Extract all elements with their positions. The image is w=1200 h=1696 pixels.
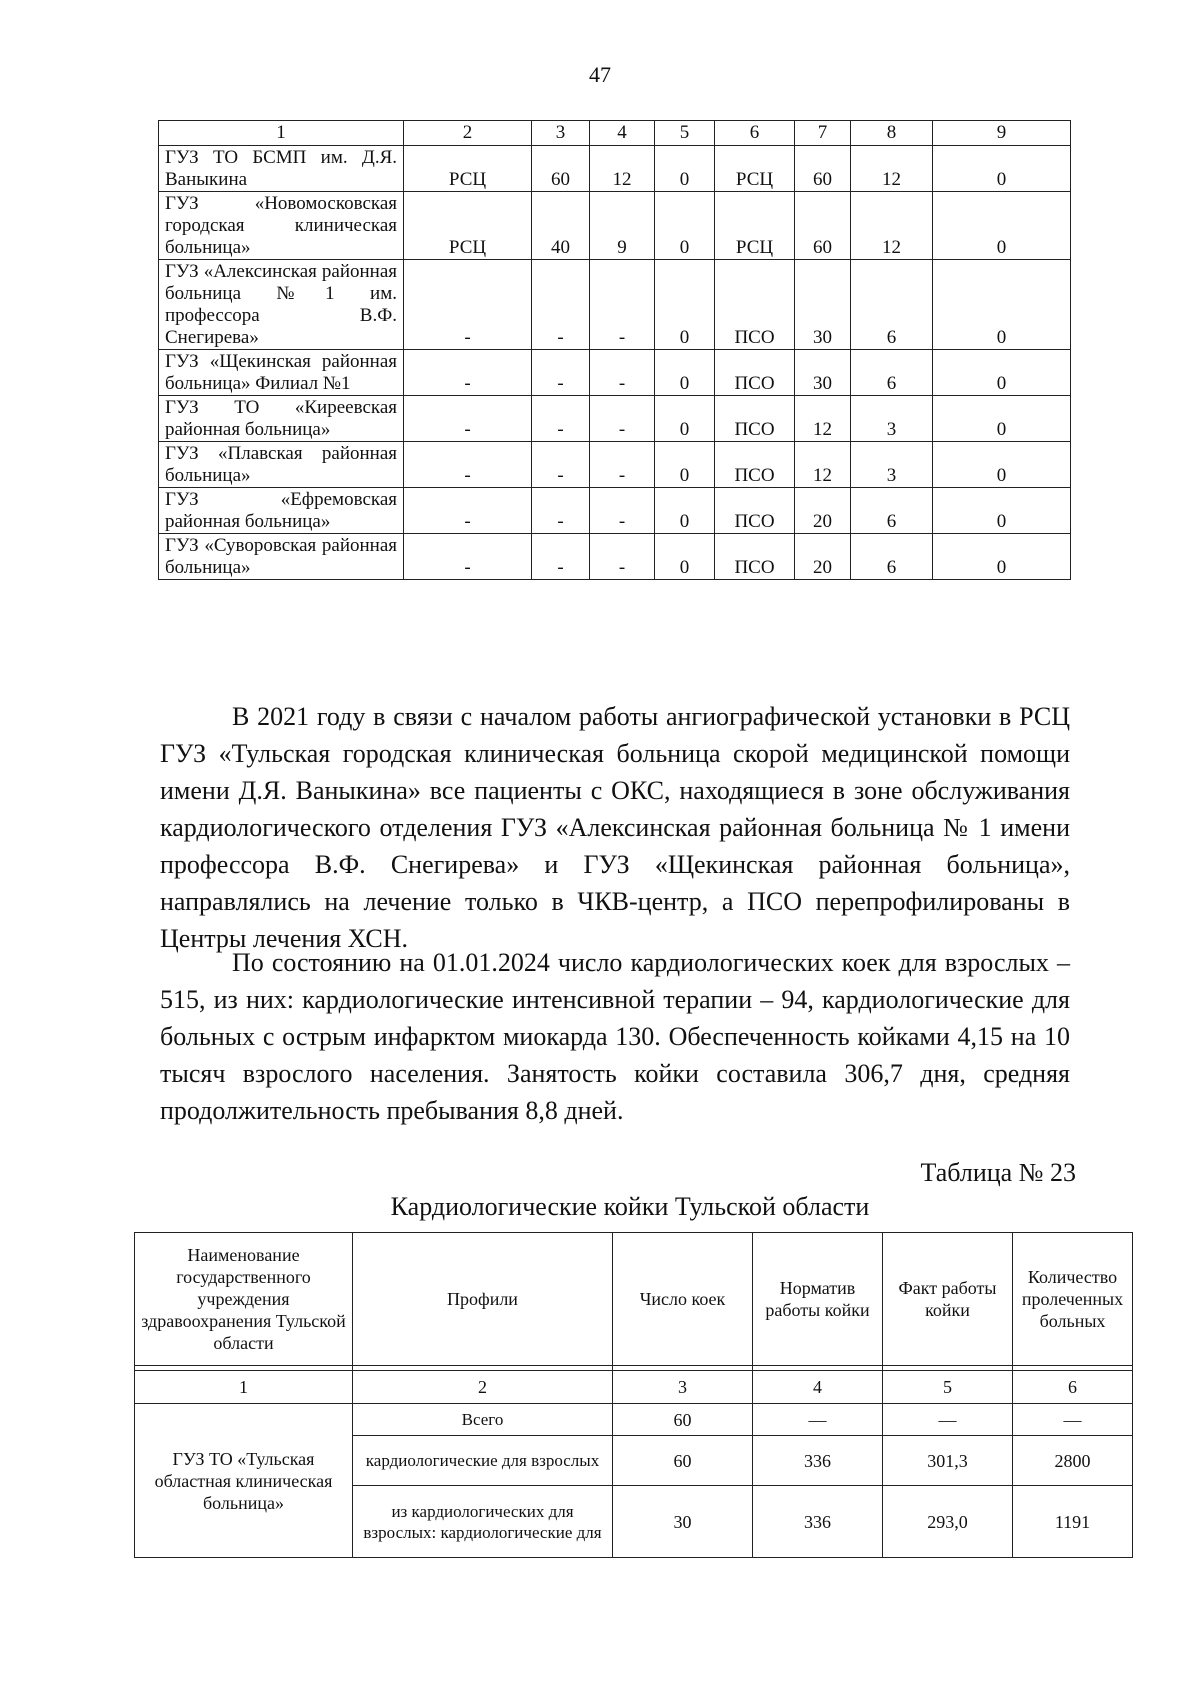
col-number: 8 xyxy=(851,121,933,146)
fact-cell: 301,3 xyxy=(883,1436,1013,1486)
col-number: 4 xyxy=(753,1371,883,1404)
cell-c5: 0 xyxy=(655,350,715,396)
col-number: 3 xyxy=(532,121,590,146)
table-header-row xyxy=(159,121,1071,146)
norm-cell: 336 xyxy=(753,1436,883,1486)
cell-c4: - xyxy=(590,442,655,488)
norm-cell: 336 xyxy=(753,1486,883,1558)
institution-name: ГУЗ «Плавская районная больница» xyxy=(159,442,404,488)
institution-name: ГУЗ ТО «Тульская областная клиническая больница» xyxy=(135,1404,353,1558)
cell-c4: - xyxy=(590,396,655,442)
header-cell: Профили xyxy=(353,1233,613,1366)
institution-name: ГУЗ ТО «Киреевская районная больница» xyxy=(159,396,404,442)
page-number: 47 xyxy=(589,62,611,87)
cell-c5: 0 xyxy=(655,534,715,580)
paragraph-bed-status: По состоянию на 01.01.2024 число кардиологических коек для взрослых – 515, из них: кардиологические интенсивной терапии – 94, кардиологические для больных с острым инфарктом миокарда 130. Обеспеченность койками 4,15 на 10 тысяч взрослого населения. Занятость койки составила 306,7 дня, средняя продолжительность пребывания 8,8 дней. xyxy=(160,948,1070,1125)
cell-c6: ПСО xyxy=(715,534,795,580)
col-number: 3 xyxy=(613,1371,753,1404)
treated-cell: — xyxy=(1013,1404,1133,1436)
cell-c4: - xyxy=(590,488,655,534)
fact-cell: — xyxy=(883,1404,1013,1436)
table-number: Таблица № 23 xyxy=(920,1158,1076,1187)
col-number: 1 xyxy=(135,1371,353,1404)
cell-c7: 12 xyxy=(795,442,851,488)
cell-c9: 0 xyxy=(933,534,1071,580)
norm-cell: — xyxy=(753,1404,883,1436)
profile-cell: кардиологические для взрослых xyxy=(353,1436,613,1486)
beds-cell: 60 xyxy=(613,1404,753,1436)
table-row xyxy=(159,350,1071,396)
cell-c4: 12 xyxy=(590,146,655,192)
column-number-row xyxy=(135,1371,1133,1404)
institution-name: ГУЗ «Щекинская районная больница» Филиал №1 xyxy=(159,350,404,396)
cell-c8: 12 xyxy=(851,146,933,192)
cell-c5: 0 xyxy=(655,396,715,442)
cell-c9: 0 xyxy=(933,442,1071,488)
cell-c7: 60 xyxy=(795,146,851,192)
cell-c2: - xyxy=(404,396,532,442)
col-number: 5 xyxy=(655,121,715,146)
cell-c2: - xyxy=(404,350,532,396)
institution-name: ГУЗ «Алексинская районная больница №1 им. профессора В.Ф. Снегирева» xyxy=(159,260,404,350)
header-cell: Факт работы койки xyxy=(883,1233,1013,1366)
cell-c3: - xyxy=(532,488,590,534)
beds-table-continued xyxy=(158,120,1071,580)
beds-cell: 60 xyxy=(613,1436,753,1486)
cell-c2: РСЦ xyxy=(404,146,532,192)
table-row xyxy=(159,192,1071,260)
fact-cell: 293,0 xyxy=(883,1486,1013,1558)
cell-c9: 0 xyxy=(933,146,1071,192)
col-number: 6 xyxy=(1013,1371,1133,1404)
cell-c7: 30 xyxy=(795,260,851,350)
table-row xyxy=(159,534,1071,580)
table-row xyxy=(135,1404,1133,1436)
cell-c8: 3 xyxy=(851,396,933,442)
treated-cell: 2800 xyxy=(1013,1436,1133,1486)
cell-c5: 0 xyxy=(655,260,715,350)
cell-c8: 12 xyxy=(851,192,933,260)
col-number: 1 xyxy=(159,121,404,146)
cell-c7: 12 xyxy=(795,396,851,442)
cell-c8: 6 xyxy=(851,350,933,396)
cell-c3: - xyxy=(532,534,590,580)
col-number: 7 xyxy=(795,121,851,146)
cell-c9: 0 xyxy=(933,260,1071,350)
cell-c8: 3 xyxy=(851,442,933,488)
table-row xyxy=(159,488,1071,534)
cell-c3: - xyxy=(532,396,590,442)
cell-c5: 0 xyxy=(655,442,715,488)
table-row xyxy=(159,396,1071,442)
col-number: 2 xyxy=(353,1371,613,1404)
cell-c6: ПСО xyxy=(715,396,795,442)
beds-cell: 30 xyxy=(613,1486,753,1558)
cell-c3: 40 xyxy=(532,192,590,260)
cell-c9: 0 xyxy=(933,192,1071,260)
header-cell: Наименование государственного учреждения здравоохранения Тульской области xyxy=(135,1233,353,1366)
cell-c6: ПСО xyxy=(715,488,795,534)
cell-c5: 0 xyxy=(655,488,715,534)
header-cell: Число коек xyxy=(613,1233,753,1366)
table-row xyxy=(159,260,1071,350)
institution-name: ГУЗ «Новомосковская городская клиническая больница» xyxy=(159,192,404,260)
cell-c3: - xyxy=(532,442,590,488)
table-row xyxy=(159,442,1071,488)
header-cell: Норматив работы койки xyxy=(753,1233,883,1366)
cell-c4: - xyxy=(590,534,655,580)
cell-c6: РСЦ xyxy=(715,192,795,260)
cell-c8: 6 xyxy=(851,534,933,580)
cell-c6: ПСО xyxy=(715,442,795,488)
cell-c2: РСЦ xyxy=(404,192,532,260)
profile-cell: Всего xyxy=(353,1404,613,1436)
cell-c5: 0 xyxy=(655,192,715,260)
col-number: 5 xyxy=(883,1371,1013,1404)
col-number: 4 xyxy=(590,121,655,146)
cell-c7: 30 xyxy=(795,350,851,396)
cell-c4: - xyxy=(590,260,655,350)
cardiology-beds-table xyxy=(134,1232,1133,1558)
cell-c7: 60 xyxy=(795,192,851,260)
col-number: 6 xyxy=(715,121,795,146)
cell-c6: ПСО xyxy=(715,350,795,396)
institution-name: ГУЗ «Суворовская районная больница» xyxy=(159,534,404,580)
cell-c4: 9 xyxy=(590,192,655,260)
cell-c9: 0 xyxy=(933,396,1071,442)
cell-c4: - xyxy=(590,350,655,396)
cell-c5: 0 xyxy=(655,146,715,192)
table-header-row xyxy=(135,1233,1133,1366)
header-cell: Количество пролеченных больных xyxy=(1013,1233,1133,1366)
cell-c8: 6 xyxy=(851,488,933,534)
institution-name: ГУЗ ТО БСМП им. Д.Я. Ваныкина xyxy=(159,146,404,192)
treated-cell: 1191 xyxy=(1013,1486,1133,1558)
cell-c3: - xyxy=(532,260,590,350)
cell-c6: РСЦ xyxy=(715,146,795,192)
col-number: 2 xyxy=(404,121,532,146)
table-row xyxy=(159,146,1071,192)
table-title: Кардиологические койки Тульской области xyxy=(390,1192,870,1221)
cell-c3: - xyxy=(532,350,590,396)
cell-c2: - xyxy=(404,534,532,580)
cell-c2: - xyxy=(404,442,532,488)
cell-c9: 0 xyxy=(933,350,1071,396)
cell-c2: - xyxy=(404,488,532,534)
cell-c8: 6 xyxy=(851,260,933,350)
profile-cell: из кардиологических для взрослых: кардиологические для xyxy=(353,1486,613,1558)
cell-c3: 60 xyxy=(532,146,590,192)
cell-c2: - xyxy=(404,260,532,350)
cell-c6: ПСО xyxy=(715,260,795,350)
cell-c9: 0 xyxy=(933,488,1071,534)
cell-c7: 20 xyxy=(795,488,851,534)
col-number: 9 xyxy=(933,121,1071,146)
paragraph-angiography: В 2021 году в связи с началом работы ангиографической установки в РСЦ ГУЗ «Тульская городская клиническая больница скорой медицинской помощи имени Д.Я. Ваныкина» все пациенты с ОКС, находящиеся в зоне обслуживания кардиологического отделения ГУЗ «Алексинская районная больница № 1 имени профессора В.Ф. Снегирева» и ГУЗ «Щекинская районная больница», направлялись на лечение только в ЧКВ-центр, а ПСО перепрофилированы в Центры лечения ХСН. xyxy=(160,702,1070,953)
cell-c7: 20 xyxy=(795,534,851,580)
institution-name: ГУЗ «Ефремовская районная больница» xyxy=(159,488,404,534)
